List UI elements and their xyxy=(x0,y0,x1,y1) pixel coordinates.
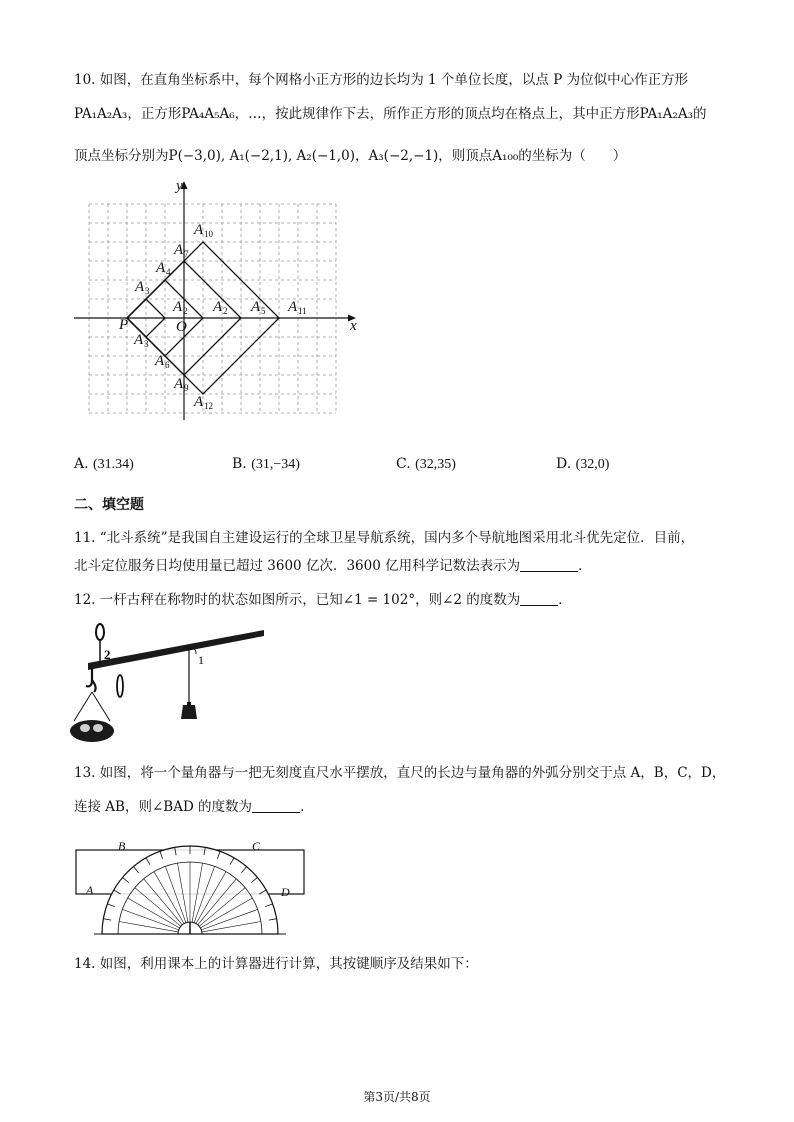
q10-line-3: 顶点坐标分别为P(−3,0), A₁(−2,1), A₂(−1,0)，A₃(−2,−1)，则顶点A₁₀₀的坐标为（ ） xyxy=(74,148,627,164)
q11-answer-blank[interactable] xyxy=(520,557,578,572)
option-c-value: (32,35) xyxy=(415,457,456,472)
sub-a9: 9 xyxy=(184,383,189,393)
option-b[interactable] xyxy=(232,456,300,473)
label-a6: A xyxy=(155,353,165,369)
hook-icon xyxy=(86,668,96,692)
pan-string-right xyxy=(92,692,110,721)
label-a9: A xyxy=(174,376,184,392)
side-ring xyxy=(117,675,123,697)
q11-line-2-text: 北斗定位服务日均使用量已超过 3600 亿次．3600 亿用科学记数法表示为 xyxy=(74,558,521,574)
weight-body xyxy=(181,705,197,719)
q13-line-2 xyxy=(74,797,314,817)
q10-line-2: PA₁A₂A₃，正方形PA₄A₅A₆，…，按此规律作下去，所作正方形的顶点均在格点上，其中正方形PA₁A₂A₃的 xyxy=(74,106,707,122)
sub-a6: 6 xyxy=(165,360,170,370)
label-a11: A xyxy=(288,299,298,315)
q13-line-2-text: 连接 AB，则∠BAD 的度数为 xyxy=(74,799,253,815)
sub-a3-upper: 3 xyxy=(145,286,150,296)
coordinate-grid-figure xyxy=(72,172,362,422)
q14-line: 14. 如图，利用课本上的计算器进行计算，其按键顺序及结果如下： xyxy=(74,956,478,972)
protractor-ruler-figure xyxy=(74,834,310,940)
label-a3-upper: A xyxy=(135,279,145,295)
top-ring xyxy=(96,624,104,640)
steelyard-figure xyxy=(68,618,268,748)
sub-a11: 11 xyxy=(298,306,307,316)
sub-a12: 12 xyxy=(204,401,213,411)
option-b-value: (31,−34) xyxy=(251,457,300,472)
label-a: A xyxy=(86,883,94,897)
scale-pan xyxy=(70,720,114,742)
y-axis-label: y xyxy=(176,178,183,194)
weight-top xyxy=(187,702,191,705)
option-a-letter: A. xyxy=(74,456,89,472)
q12-answer-blank[interactable] xyxy=(520,591,558,606)
q12-end: ． xyxy=(558,592,572,608)
label-b: B xyxy=(118,839,126,853)
sub-a4: 4 xyxy=(166,267,171,277)
label-a12: A xyxy=(194,394,204,410)
option-b-letter: B. xyxy=(232,456,247,472)
option-a-value: (31.34) xyxy=(93,457,134,472)
sub-a7: 7 xyxy=(184,249,189,259)
steelyard-beam xyxy=(88,630,264,670)
sub-a10: 10 xyxy=(204,229,213,239)
option-d-letter: D. xyxy=(556,456,572,472)
option-d-value: (32,0) xyxy=(575,457,610,472)
q10-line-1: 10. 如图，在直角坐标系中，每个网格小正方形的边长均为 1 个单位长度，以点 P 为位似中心作正方形 xyxy=(74,72,689,88)
pan-item-2 xyxy=(93,724,103,732)
pan-item-1 xyxy=(80,724,90,732)
label-a4: A xyxy=(156,260,166,276)
section-title: 二、填空题 xyxy=(74,497,144,513)
q13-end: ． xyxy=(300,799,314,815)
sub-a5: 5 xyxy=(261,306,266,316)
sub-a2-right: 2 xyxy=(223,306,228,316)
label-a10: A xyxy=(194,222,204,238)
q12-text: 12. 一杆古秤在称物时的状态如图所示，已知∠1 = 102°，则∠2 的度数为 xyxy=(74,592,521,608)
q12-line xyxy=(74,590,572,610)
angle-2-label: 2 xyxy=(104,647,111,662)
q11-end: ． xyxy=(578,558,592,574)
label-p: P xyxy=(119,317,129,333)
angle-1-label: 1 xyxy=(198,653,204,667)
option-c[interactable] xyxy=(396,456,456,473)
option-d[interactable] xyxy=(556,456,609,473)
label-a2-right: A xyxy=(213,299,223,315)
q13-answer-blank[interactable] xyxy=(252,798,300,813)
label-a7: A xyxy=(174,242,184,258)
label-a5: A xyxy=(251,299,261,315)
x-axis-label: x xyxy=(350,318,357,334)
option-a[interactable] xyxy=(74,456,134,473)
q11-line-1: 11. “北斗系统”是我国自主建设运行的全球卫星导航系统，国内多个导航地图采用北斗优先定位．目前， xyxy=(74,530,695,546)
q11-line-2 xyxy=(74,556,592,576)
pan-string-left xyxy=(74,692,92,721)
page-footer: 第3页/共8页 xyxy=(363,1090,431,1104)
option-c-letter: C. xyxy=(396,456,411,472)
label-a2-left: A xyxy=(173,299,183,315)
sub-a3-lower: 3 xyxy=(144,339,149,349)
q13-line-1: 13. 如图，将一个量角器与一把无刻度直尺水平摆放，直尺的长边与量角器的外弧分别交于点 A，B，C，D， xyxy=(74,765,726,781)
sub-a2-left: 2 xyxy=(183,306,188,316)
label-a3-lower: A xyxy=(134,332,144,348)
label-d: D xyxy=(281,885,290,899)
label-c: C xyxy=(252,839,261,853)
label-o: O xyxy=(176,319,187,335)
